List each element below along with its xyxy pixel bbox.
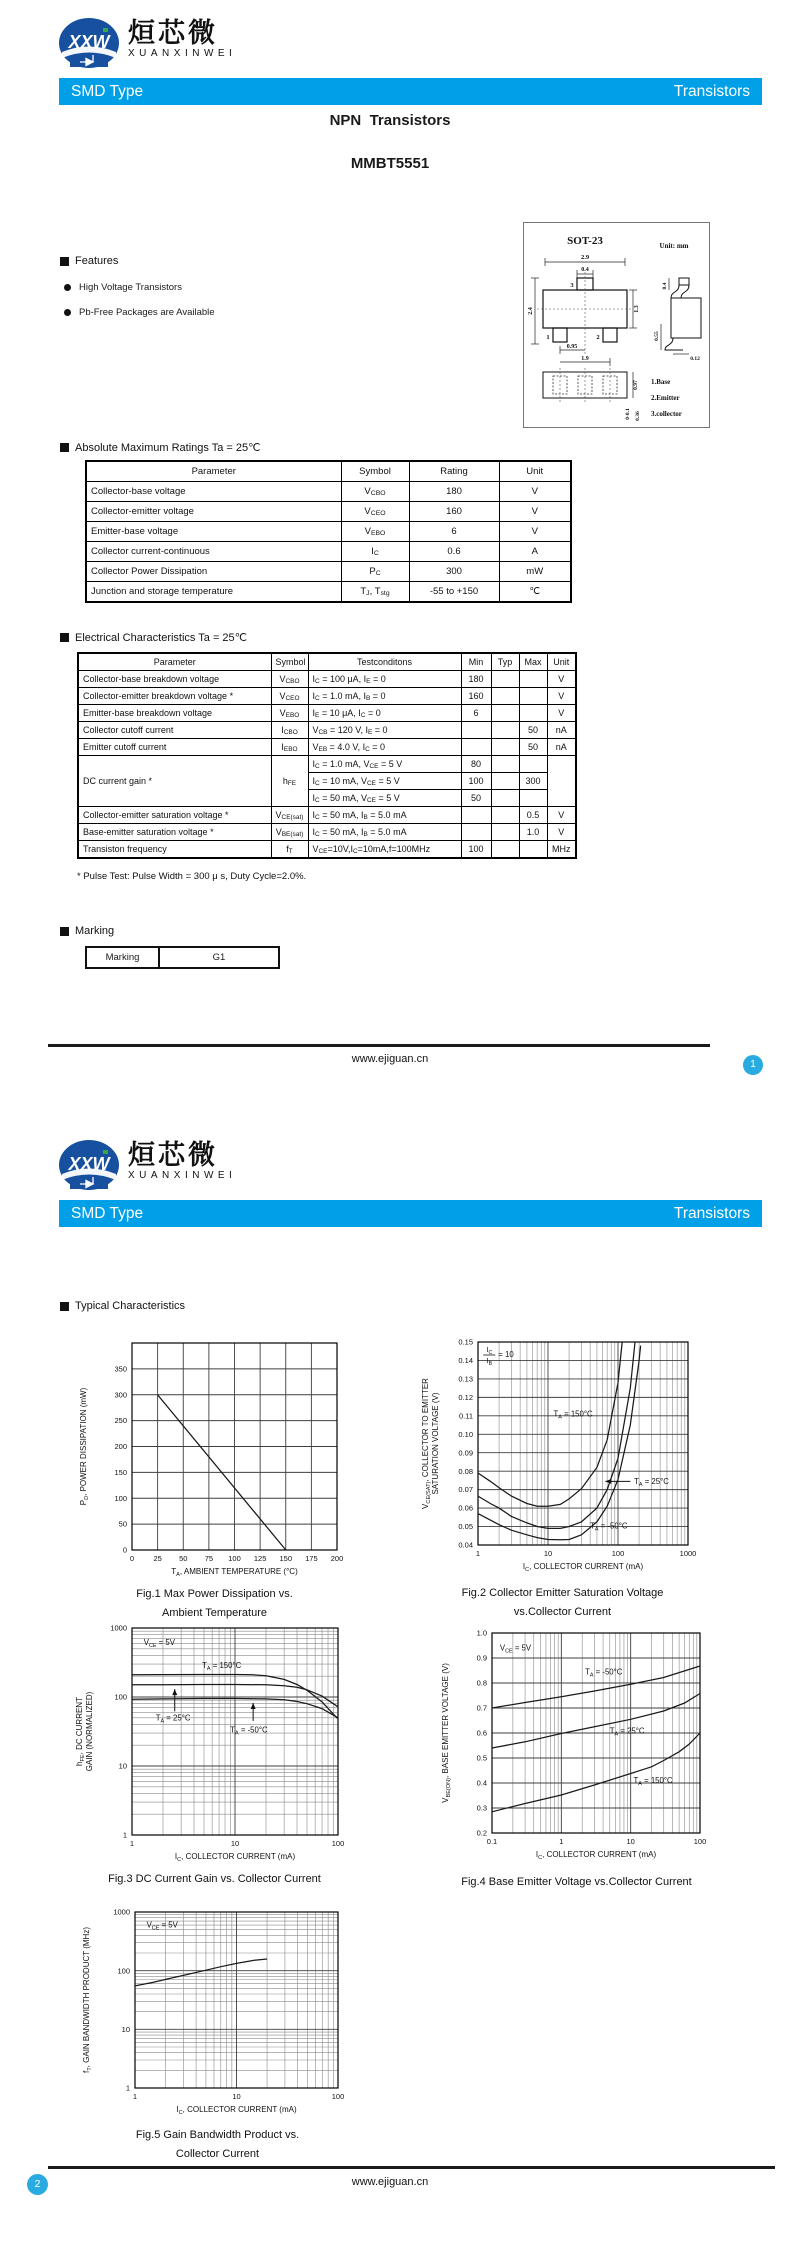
- table-cell: 50: [461, 790, 491, 807]
- abs-max-table: [85, 460, 572, 603]
- svg-text:0.07: 0.07: [458, 1485, 473, 1495]
- svg-text:TA = 25°C: $T_A = 25^\circ C$: [634, 1476, 669, 1488]
- table-row: [86, 482, 571, 502]
- marking-heading: Marking: [60, 925, 114, 937]
- bullet-icon: [64, 284, 71, 291]
- page-number-badge: 2: [27, 2174, 48, 2195]
- table-cell: VCBO: [271, 671, 308, 688]
- section-square-icon: [60, 1302, 69, 1311]
- feature-item: Pb-Free Packages are Available: [64, 307, 215, 318]
- svg-text:2.Emitter: 2.Emitter: [651, 394, 680, 402]
- svg-text:0.08: 0.08: [458, 1466, 473, 1476]
- svg-text:VCE = 5V: $V_{CE} = 5V$: [499, 1643, 532, 1655]
- table-cell: 50: [519, 722, 547, 739]
- table-cell: 0.5: [519, 807, 547, 824]
- svg-text:0.06: 0.06: [458, 1503, 473, 1513]
- table-cell: nA: [547, 739, 576, 756]
- table-cell: V: [499, 482, 571, 502]
- svg-text:0.4: 0.4: [662, 282, 668, 290]
- table-cell: V: [547, 824, 576, 841]
- svg-text:= 10: = 10: [498, 1349, 514, 1359]
- table-cell: V: [499, 502, 571, 522]
- table-cell: TJ, Tstg: [341, 582, 409, 603]
- table-cell: IE = 10 μA, IC = 0: [308, 705, 461, 722]
- table-cell: IC: [341, 542, 409, 562]
- fig5-caption: Fig.5 Gain Bandwidth Product vs. Collector Current: [135, 2129, 300, 2160]
- svg-text:350: 350: [114, 1364, 127, 1374]
- svg-text:150: 150: [114, 1467, 127, 1477]
- page-title: NPN Transistors: [329, 112, 451, 129]
- svg-text:200: 200: [330, 1554, 344, 1563]
- table-row: [78, 688, 576, 705]
- svg-text:75: 75: [204, 1554, 214, 1563]
- svg-text:1: 1: [129, 1839, 135, 1848]
- table-cell: 6: [409, 522, 499, 542]
- table-cell: A: [499, 542, 571, 562]
- footer-url: www.ejiguan.cn: [351, 2176, 429, 2188]
- svg-text:10: 10: [626, 1837, 635, 1846]
- table-row: [86, 582, 571, 603]
- table-cell: 0.6: [409, 542, 499, 562]
- svg-text:1: 1: [475, 1549, 481, 1558]
- svg-text:0.11: 0.11: [458, 1411, 473, 1421]
- table-cell: VCE(sat): [271, 807, 308, 824]
- svg-text:10: 10: [121, 2024, 130, 2034]
- table-header-row: [78, 653, 576, 671]
- table-cell: -55 to +150: [409, 582, 499, 603]
- column-header: Parameter: [78, 653, 271, 671]
- table-cell: VCEO: [271, 688, 308, 705]
- svg-text:0.8: 0.8: [476, 1678, 487, 1688]
- section-square-icon: [60, 443, 69, 452]
- svg-text:IB: $I_B$: [486, 1355, 493, 1367]
- table-cell: IC = 1.0 mA, IB = 0: [308, 688, 461, 705]
- svg-text:Unit: mm: Unit: mm: [659, 242, 689, 250]
- table-row: [78, 807, 576, 824]
- svg-text:200: 200: [114, 1442, 127, 1452]
- fig3-series: [132, 1675, 338, 1720]
- svg-text:0.09: 0.09: [458, 1448, 473, 1458]
- svg-text:0.95: 0.95: [566, 344, 578, 350]
- table-cell: [491, 824, 519, 841]
- table-cell: mW: [499, 562, 571, 582]
- header-bar-left: SMD Type: [71, 1204, 144, 1222]
- svg-text:0.3: 0.3: [476, 1803, 487, 1813]
- fig4-series: [492, 1666, 700, 1708]
- svg-text:IC: $I_C$: [486, 1344, 493, 1356]
- svg-text:1: 1: [559, 1837, 564, 1846]
- table-cell: [491, 705, 519, 722]
- svg-text:1000: 1000: [113, 1907, 130, 1917]
- svg-text:0.13: 0.13: [458, 1374, 473, 1384]
- column-header: Typ: [491, 653, 519, 671]
- table-row: [78, 722, 576, 739]
- svg-text:100: 100: [114, 1493, 127, 1503]
- table-row: [86, 542, 571, 562]
- svg-text:1000: 1000: [110, 1623, 127, 1633]
- footer-divider: [48, 1044, 710, 1047]
- table-cell: [491, 722, 519, 739]
- svg-text:XXW: XXW: [68, 32, 110, 52]
- fig2-series: [478, 1342, 622, 1506]
- fig3-chart: [72, 1618, 357, 1868]
- svg-text:1.9: 1.9: [581, 356, 589, 362]
- table-cell: 50: [519, 739, 547, 756]
- fig2-caption: Fig.2 Collector Emitter Saturation Voltage vs.Collector Current: [461, 1587, 664, 1618]
- table-cell: [461, 739, 491, 756]
- table-cell: Emitter-base breakdown voltage: [78, 705, 271, 722]
- brand-name-en: XUANXINWEI: [128, 48, 237, 59]
- svg-text:SOT-23: SOT-23: [567, 235, 603, 247]
- table-cell: VCEO: [341, 502, 409, 522]
- fig1-series: [158, 1395, 286, 1550]
- svg-text:VCE = 5V: $V_{CE} = 5V$: [146, 1920, 178, 1932]
- table-cell: 100: [461, 773, 491, 790]
- table-cell: VCE=10V,IC=10mA,f=100MHz: [308, 841, 461, 859]
- part-number: MMBT5551: [350, 155, 430, 172]
- svg-text:GAIN (NORMALIZED): GAIN (NORMALIZED): [85, 1691, 94, 1772]
- svg-text:IC, COLLECTOR CURRENT (mA): $I_C$, COLLECTOR CURRENT (mA): [535, 1850, 657, 1861]
- fig5-series: [135, 1959, 267, 1986]
- svg-text:0-0.1: 0-0.1: [625, 408, 631, 420]
- table-cell: [491, 756, 519, 773]
- svg-text:0.1: 0.1: [486, 1837, 498, 1846]
- table-cell: hFE: [271, 756, 308, 807]
- header-bar: [59, 78, 762, 105]
- header-bar-right: Transistors: [673, 82, 750, 100]
- fig3-caption: Fig.3 DC Current Gain vs. Collector Current: [108, 1873, 321, 1885]
- svg-text:2: 2: [596, 334, 600, 341]
- svg-text:0.12: 0.12: [458, 1392, 473, 1402]
- svg-text:300: 300: [114, 1390, 127, 1400]
- svg-text:0.15: 0.15: [458, 1337, 473, 1347]
- footer-url: www.ejiguan.cn: [351, 1053, 429, 1065]
- brand-logo-text: [128, 18, 236, 60]
- svg-text:0.04: 0.04: [458, 1540, 473, 1550]
- svg-text:IC, COLLECTOR CURRENT (mA): $I_C$, COLLECTOR CURRENT (mA): [522, 1562, 644, 1573]
- table-cell: 160: [461, 688, 491, 705]
- svg-text:1: 1: [546, 334, 550, 341]
- table-row: [78, 705, 576, 722]
- svg-text:3: 3: [570, 282, 574, 289]
- table-cell: [491, 773, 519, 790]
- svg-text:0.36: 0.36: [635, 411, 641, 421]
- table-cell: IC = 10 mA, VCE = 5 V: [308, 773, 461, 790]
- svg-text:10: 10: [118, 1761, 127, 1771]
- table-cell: 1.0: [519, 824, 547, 841]
- table-cell: [461, 824, 491, 841]
- table-cell: Collector-base breakdown voltage: [78, 671, 271, 688]
- elec-table: [77, 652, 577, 859]
- table-cell: V: [547, 705, 576, 722]
- table-cell: [491, 688, 519, 705]
- fig4-chart: [434, 1623, 719, 1871]
- table-cell: Collector current-continuous: [86, 542, 341, 562]
- table-cell: [491, 841, 519, 859]
- svg-text:0.4: 0.4: [476, 1778, 487, 1788]
- table-cell: VCBO: [341, 482, 409, 502]
- table-cell: VEBO: [271, 705, 308, 722]
- svg-text:0.4: 0.4: [581, 267, 589, 273]
- header-bar-right: Transistors: [673, 1204, 750, 1222]
- svg-text:0: 0: [129, 1554, 135, 1563]
- fig4-series: [492, 1733, 700, 1812]
- svg-text:0.05: 0.05: [458, 1522, 473, 1532]
- svg-text:100: 100: [331, 1839, 345, 1848]
- table-cell: [491, 790, 519, 807]
- svg-text:IC, COLLECTOR CURRENT (mA): $I_C$, COLLECTOR CURRENT (mA): [176, 2105, 297, 2116]
- table-cell: [519, 671, 547, 688]
- fig2-chart: [420, 1332, 705, 1582]
- column-header: Unit: [547, 653, 576, 671]
- table-cell: Collector-emitter breakdown voltage *: [78, 688, 271, 705]
- svg-text:2.4: 2.4: [528, 307, 534, 315]
- table-row: [78, 824, 576, 841]
- svg-text:TA = -50°C: $T_A = -50^\circ C$: [590, 1521, 628, 1533]
- brand-name-cn: 烜芯微: [128, 18, 218, 48]
- table-cell: IEBO: [271, 739, 308, 756]
- table-cell: [519, 688, 547, 705]
- table-cell: ICBO: [271, 722, 308, 739]
- table-cell: 180: [409, 482, 499, 502]
- marking-value: G1: [159, 947, 279, 968]
- svg-text:10: 10: [230, 1839, 240, 1848]
- svg-text:0.97: 0.97: [633, 380, 639, 390]
- svg-text:1.0: 1.0: [476, 1628, 487, 1638]
- svg-text:0.2: 0.2: [476, 1828, 487, 1838]
- svg-text:10: 10: [232, 2092, 241, 2101]
- table-cell: IC = 50 mA, IB = 5.0 mA: [308, 824, 461, 841]
- table-cell: ℃: [499, 582, 571, 603]
- svg-text:10: 10: [543, 1549, 553, 1558]
- pulse-test-footnote: * Pulse Test: Pulse Width = 300 μ s, Duty Cycle=2.0%.: [77, 871, 307, 882]
- svg-text:100: 100: [611, 1549, 625, 1558]
- fig2-series: [478, 1342, 635, 1528]
- svg-text:SATURATION VOLTAGE (V): SATURATION VOLTAGE (V): [431, 1392, 440, 1495]
- fig1-chart: [72, 1333, 357, 1583]
- column-header: Symbol: [341, 461, 409, 482]
- svg-text:TA = 150°C: $T_A = 150^\circ C$: [633, 1776, 673, 1787]
- svg-text:0.7: 0.7: [476, 1703, 487, 1713]
- svg-text:VCE(SAT), COLLECTOR TO EMITTER: $V_{CE(SAT)}$, COLLECTOR TO EMITTER: [421, 1378, 432, 1509]
- svg-text:2.9: 2.9: [580, 254, 590, 261]
- fig4-caption: Fig.4 Base Emitter Voltage vs.Collector Current: [461, 1876, 692, 1888]
- svg-text:0.14: 0.14: [458, 1356, 473, 1366]
- table-cell: 100: [461, 841, 491, 859]
- table-cell: Collector Power Dissipation: [86, 562, 341, 582]
- table-row: [78, 756, 576, 773]
- svg-text:100: 100: [693, 1837, 707, 1846]
- elec-heading: Electrical Characteristics Ta = 25℃: [60, 631, 247, 644]
- table-cell: Collector cutoff current: [78, 722, 271, 739]
- abs-max-heading: Absolute Maximum Ratings Ta = 25℃: [60, 441, 261, 454]
- svg-text:XXW: XXW: [68, 1154, 110, 1174]
- svg-text:250: 250: [114, 1416, 127, 1426]
- table-cell: 300: [519, 773, 547, 790]
- table-cell: Emitter-base voltage: [86, 522, 341, 542]
- table-cell: Emitter cutoff current: [78, 739, 271, 756]
- column-header: Min: [461, 653, 491, 671]
- column-header: Parameter: [86, 461, 341, 482]
- table-cell: IC = 1.0 mA, VCE = 5 V: [308, 756, 461, 773]
- svg-text:IC, COLLECTOR CURRENT (mA): $I_C$, COLLECTOR CURRENT (mA): [174, 1852, 296, 1863]
- table-cell: [519, 705, 547, 722]
- table-cell: V: [499, 522, 571, 542]
- column-header: Max: [519, 653, 547, 671]
- section-square-icon: [60, 633, 69, 642]
- svg-text:50: 50: [179, 1554, 188, 1563]
- table-row: [78, 739, 576, 756]
- table-cell: 80: [461, 756, 491, 773]
- svg-text:1.Base: 1.Base: [651, 378, 671, 386]
- svg-text:TA = 25°C: $T_A = 25^\circ C$: [155, 1713, 191, 1725]
- table-cell: DC current gain *: [78, 756, 271, 807]
- svg-text:0.5: 0.5: [476, 1753, 487, 1763]
- marking-label: Marking: [86, 947, 159, 968]
- table-cell: [519, 756, 547, 773]
- table-row: [86, 502, 571, 522]
- table-cell: [461, 807, 491, 824]
- table-cell: Collector-base voltage: [86, 482, 341, 502]
- feature-item: High Voltage Transistors: [64, 282, 182, 293]
- svg-text:0.6: 0.6: [476, 1728, 487, 1738]
- svg-text:100: 100: [228, 1554, 241, 1563]
- svg-text:hFE, DC CURRENT: $h_{FE}$, DC CURRENT: [75, 1697, 86, 1766]
- brand-logo-icon: [58, 1138, 122, 1194]
- svg-text:TA = 150°C: $T_A = 150^\circ C$: [202, 1661, 242, 1673]
- table-cell: [519, 790, 547, 807]
- fig2-series: [478, 1346, 641, 1540]
- svg-text:0.55: 0.55: [654, 331, 660, 341]
- fig1-caption: Fig.1 Max Power Dissipation vs. Ambient Temperature: [136, 1588, 293, 1619]
- table-cell: VBE(sat): [271, 824, 308, 841]
- svg-text:100: 100: [114, 1692, 127, 1702]
- table-header-row: [86, 461, 571, 482]
- table-cell: 300: [409, 562, 499, 582]
- svg-text:50: 50: [118, 1519, 127, 1529]
- svg-text:175: 175: [305, 1554, 318, 1563]
- svg-text:VBE(ON), BASE EMITTER VOLTAGE: $V_{BE(ON)}$, BASE EMITTER VOLTAGE (V): [441, 1663, 452, 1803]
- svg-text:fT, GAIN BANDWIDTH PRODUCT (MH: $f_T$, GAIN BANDWIDTH PRODUCT (MHz): [82, 1927, 93, 2073]
- column-header: Symbol: [271, 653, 308, 671]
- table-row: [78, 841, 576, 859]
- fig3-series: [132, 1699, 338, 1718]
- table-cell: 6: [461, 705, 491, 722]
- table-row: [86, 522, 571, 542]
- table-cell: Collector-emitter voltage: [86, 502, 341, 522]
- table-cell: Collector-emitter saturation voltage *: [78, 807, 271, 824]
- table-cell: V: [547, 671, 576, 688]
- fig4-series: [492, 1694, 700, 1749]
- table-cell: [547, 756, 576, 807]
- table-cell: nA: [547, 722, 576, 739]
- svg-text:0.12: 0.12: [690, 356, 700, 362]
- column-header: Testconditons: [308, 653, 461, 671]
- svg-text:3.collector: 3.collector: [651, 410, 682, 418]
- bullet-icon: [64, 309, 71, 316]
- table-cell: VCB = 120 V, IE = 0: [308, 722, 461, 739]
- section-square-icon: [60, 257, 69, 266]
- page-number-badge: 1: [743, 1055, 763, 1075]
- table-cell: VEBO: [341, 522, 409, 542]
- column-header: Rating: [409, 461, 499, 482]
- table-cell: VEB = 4.0 V, IC = 0: [308, 739, 461, 756]
- footer-divider: [48, 2166, 775, 2169]
- header-bar-left: SMD Type: [71, 82, 144, 100]
- table-cell: Junction and storage temperature: [86, 582, 341, 603]
- section-square-icon: [60, 927, 69, 936]
- svg-text:0: 0: [122, 1545, 127, 1555]
- svg-text:TA = 25°C: $T_A = 25^\circ C$: [609, 1726, 645, 1738]
- svg-text:150: 150: [279, 1554, 293, 1563]
- svg-text:TA = -50°C: $T_A = -50^\circ C$: [230, 1725, 268, 1737]
- table-cell: [491, 807, 519, 824]
- svg-text:TA = -50°C: $T_A = -50^\circ C$: [585, 1667, 623, 1679]
- svg-text:1: 1: [125, 2083, 130, 2093]
- svg-text:125: 125: [253, 1554, 267, 1563]
- fig3-series: [132, 1685, 338, 1707]
- svg-text:1.3: 1.3: [634, 305, 640, 313]
- table-cell: V: [547, 688, 576, 705]
- brand-name-en: XUANXINWEI: [128, 1170, 237, 1181]
- table-cell: IC = 50 mA, VCE = 5 V: [308, 790, 461, 807]
- svg-text:VCE = 5V: $V_{CE} = 5V$: [143, 1637, 175, 1649]
- fig5-chart: [75, 1902, 360, 2124]
- table-cell: fT: [271, 841, 308, 859]
- table-cell: [461, 722, 491, 739]
- table-cell: 180: [461, 671, 491, 688]
- svg-text:0.10: 0.10: [458, 1429, 473, 1439]
- svg-text:25: 25: [153, 1554, 162, 1563]
- table-cell: IC = 100 μA, IE = 0: [308, 671, 461, 688]
- table-row: [86, 947, 279, 968]
- package-outline-figure: [523, 222, 710, 428]
- svg-text:0.9: 0.9: [476, 1653, 487, 1663]
- table-cell: Transiston frequency: [78, 841, 271, 859]
- svg-text:TA = 150°C: $T_A = 150^\circ C$: [553, 1409, 593, 1421]
- brand-name-cn: 烜芯微: [128, 1140, 218, 1170]
- svg-text:TA, AMBIENT TEMPERATURE (°C): $T_A$, AMBIENT TEMPERATURE (°C): [171, 1567, 298, 1578]
- svg-text:1: 1: [132, 2092, 138, 2101]
- typical-characteristics-heading: Typical Characteristics: [60, 1300, 185, 1312]
- table-cell: PC: [341, 562, 409, 582]
- table-cell: Base-emitter saturation voltage *: [78, 824, 271, 841]
- header-bar: [59, 1200, 762, 1227]
- column-header: Unit: [499, 461, 571, 482]
- features-heading: Features: [60, 255, 118, 267]
- marking-table: [85, 946, 280, 969]
- svg-text:100: 100: [331, 2092, 345, 2101]
- table-cell: MHz: [547, 841, 576, 859]
- table-row: [78, 671, 576, 688]
- table-cell: [491, 671, 519, 688]
- brand-logo-text: [128, 1140, 236, 1182]
- brand-logo-icon: [58, 16, 122, 72]
- table-row: [86, 562, 571, 582]
- table-cell: [519, 841, 547, 859]
- svg-text:1000: 1000: [679, 1549, 697, 1558]
- table-cell: V: [547, 807, 576, 824]
- svg-text:PD, POWER DISSIPATION (mW): $P_D$, POWER DISSIPATION (mW): [79, 1387, 90, 1506]
- table-cell: IC = 50 mA, IB = 5.0 mA: [308, 807, 461, 824]
- svg-text:1: 1: [122, 1830, 127, 1840]
- svg-text:100: 100: [117, 1966, 130, 1976]
- table-cell: 160: [409, 502, 499, 522]
- table-cell: [491, 739, 519, 756]
